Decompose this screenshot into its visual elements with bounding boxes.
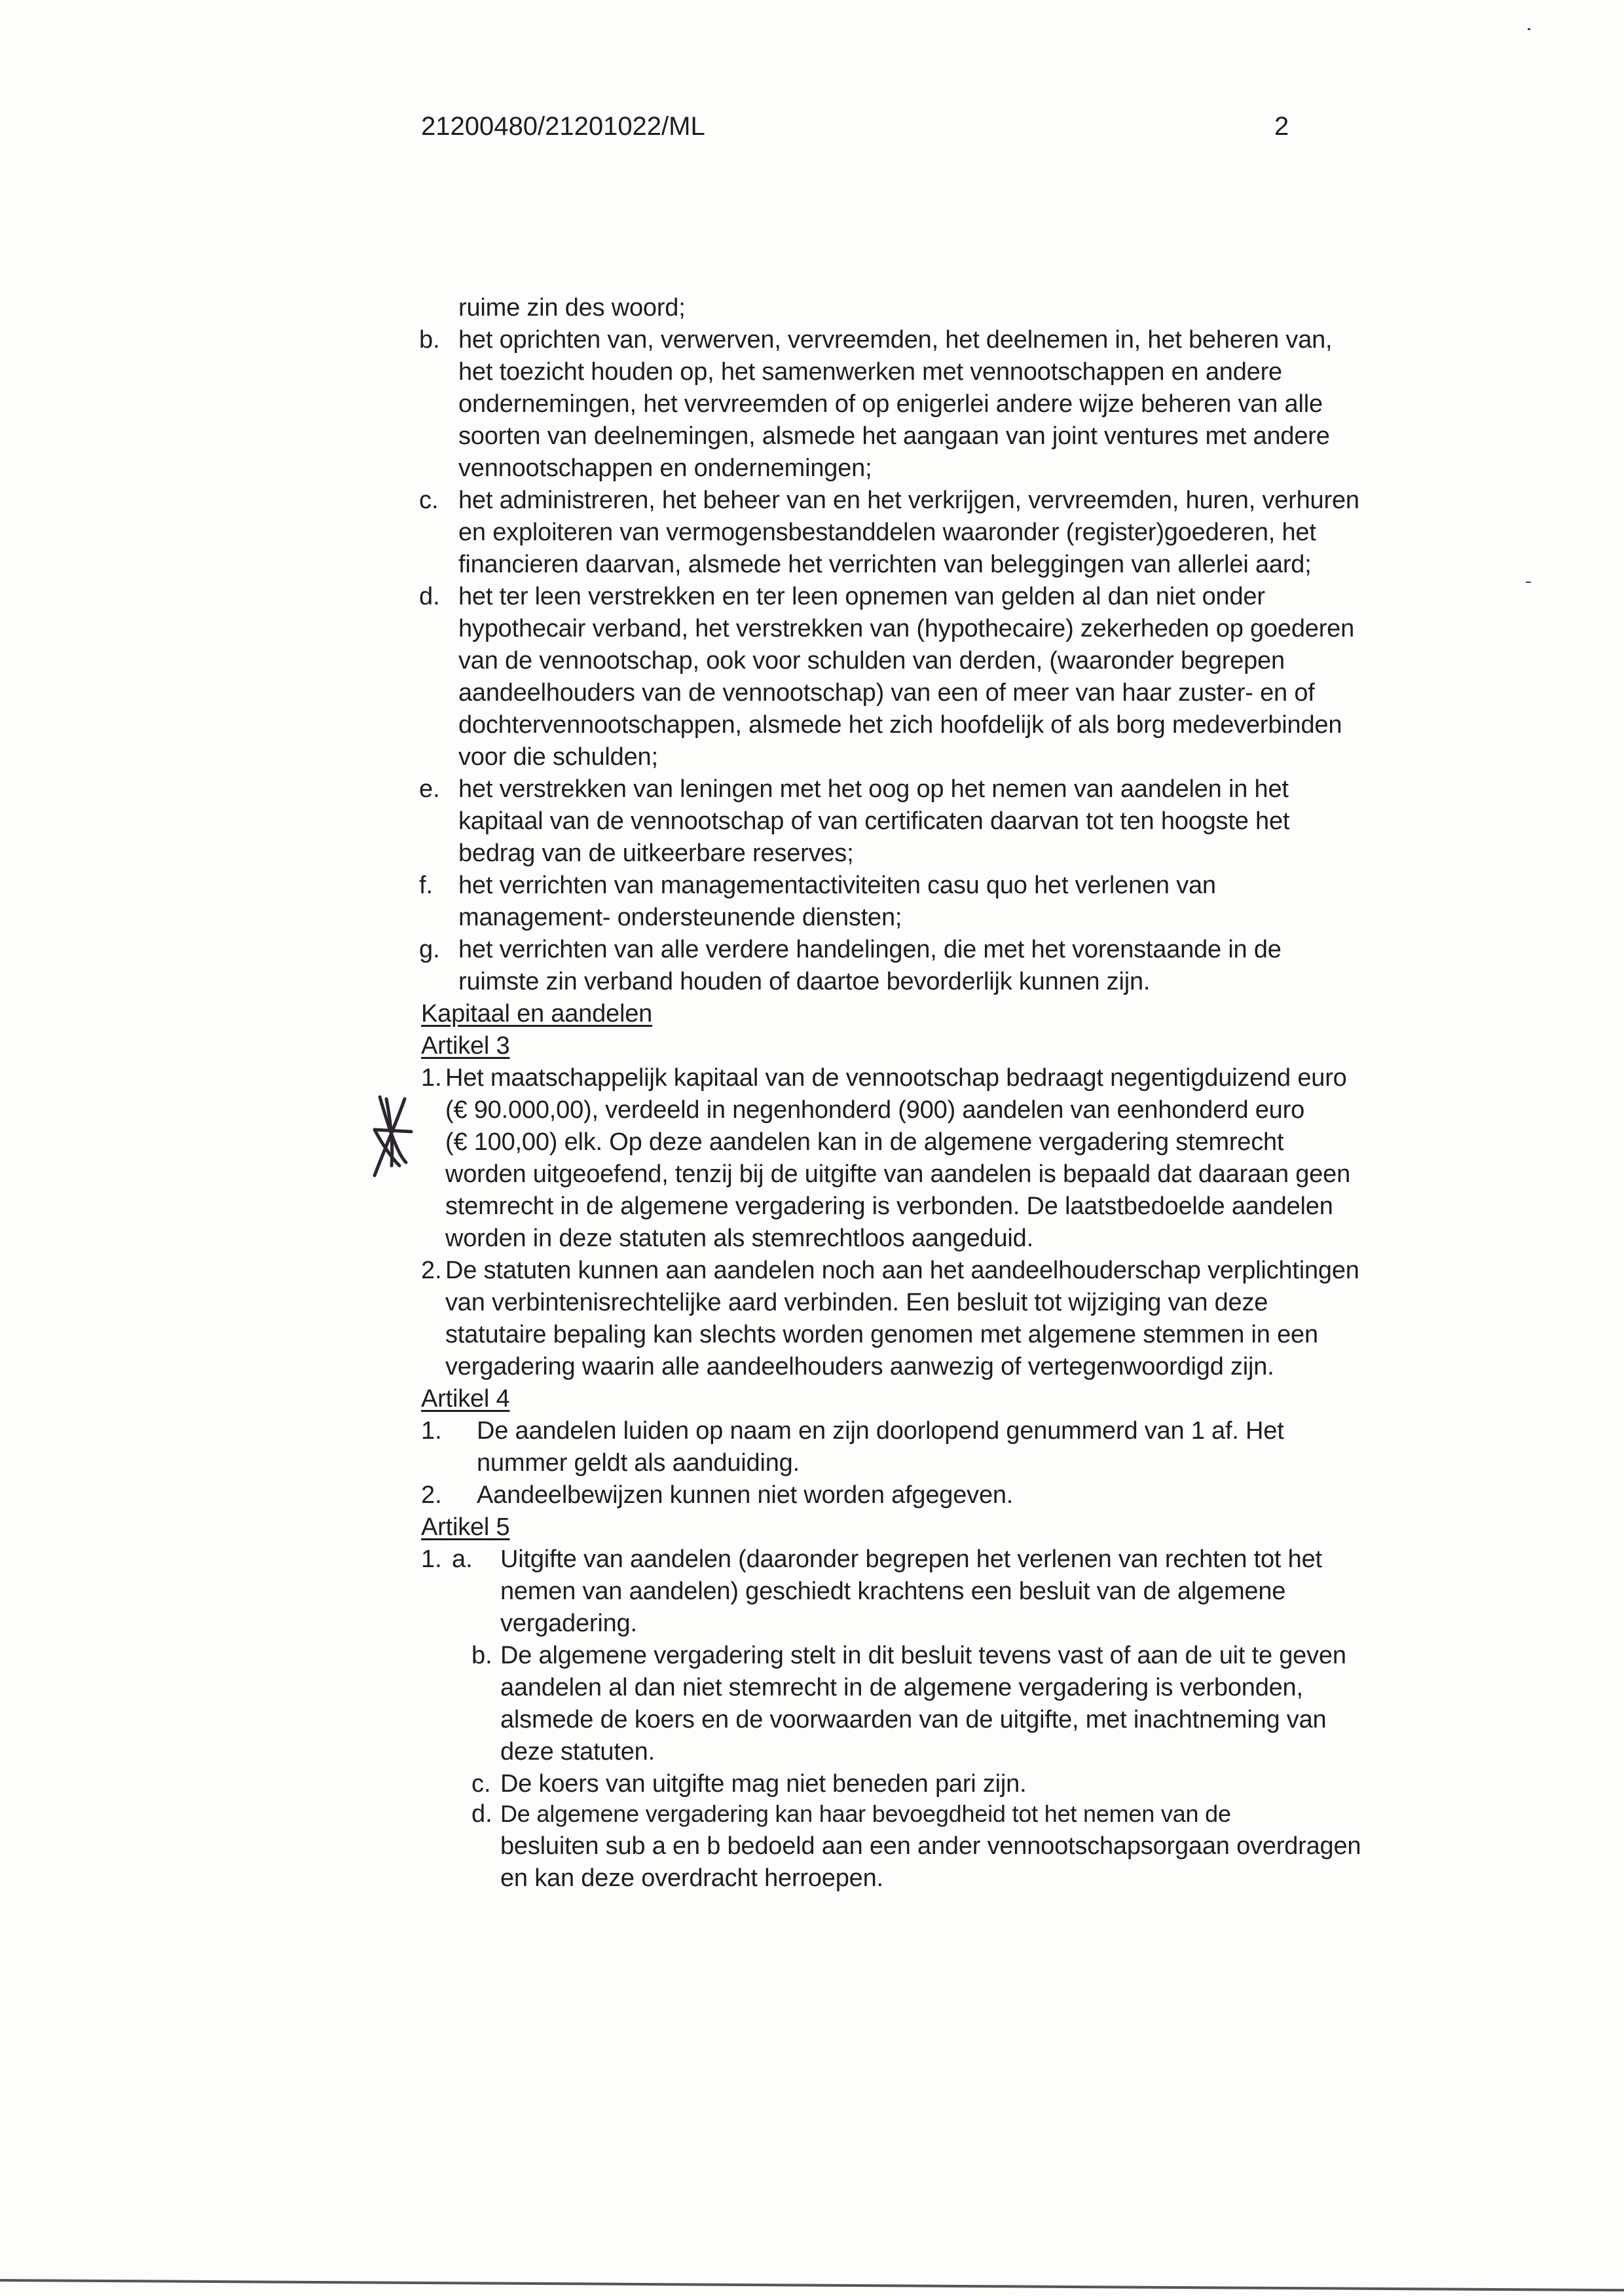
- item-line: nummer geldt als aanduiding.: [477, 1449, 800, 1477]
- item-line: en exploiteren van vermogensbestanddelen waaronder (register)goederen, het: [458, 519, 1316, 546]
- item-line: besluiten sub a en b bedoeld aan een ander vennootschapsorgaan overdragen: [500, 1832, 1361, 1860]
- item-line: Het maatschappelijk kapitaal van de vennootschap bedraagt negentigduizend euro: [445, 1064, 1347, 1092]
- item-line: dochtervennootschappen, alsmede het zich hoofdelijk of als borg medeverbinden: [458, 711, 1342, 739]
- item-line: het administreren, het beheer van en het verkrijgen, vervreemden, huren, verhuren: [458, 487, 1359, 514]
- item-line: De algemene vergadering stelt in dit besluit tevens vast of aan de uit te geven: [500, 1642, 1346, 1669]
- item-line: het toezicht houden op, het samenwerken met vennootschappen en andere: [458, 358, 1282, 386]
- item-line: het verrichten van managementactiviteiten casu quo het verlenen van: [458, 872, 1216, 899]
- item-line: De aandelen luiden op naam en zijn doorlopend genummerd van 1 af. Het: [477, 1417, 1284, 1445]
- item-line: De algemene vergadering kan haar bevoegdheid tot het nemen van de: [500, 1800, 1231, 1827]
- item-line: het oprichten van, verwerven, vervreemden, het deelnemen in, het beheren van,: [458, 326, 1333, 354]
- item-label: 2.: [421, 1257, 442, 1284]
- page-number: 2: [1274, 112, 1289, 141]
- item-line: het verrichten van alle verdere handelingen, die met het vorenstaande in de: [458, 936, 1282, 963]
- item-line: van verbintenisrechtelijke aard verbinden. Een besluit tot wijziging van deze: [445, 1289, 1268, 1316]
- item-label: c.: [471, 1770, 491, 1798]
- item-line: bedrag van de uitkeerbare reserves;: [458, 840, 854, 867]
- item-line: stemrecht in de algemene vergadering is verbonden. De laatstbedoelde aandelen: [445, 1193, 1333, 1220]
- item-line: alsmede de koers en de voorwaarden van de uitgifte, met inachtneming van: [500, 1706, 1327, 1733]
- item-line: vergadering waarin alle aandeelhouders aanwezig of vertegenwoordigd zijn.: [445, 1353, 1274, 1380]
- item-line: ondernemingen, het vervreemden of op enigerlei andere wijze beheren van alle: [458, 390, 1323, 418]
- item-line: Uitgifte van aandelen (daaronder begrepen het verlenen van rechten tot het: [500, 1546, 1322, 1573]
- item-line: nemen van aandelen) geschiedt krachtens een besluit van de algemene: [500, 1578, 1286, 1605]
- item-line: (€ 90.000,00), verdeeld in negenhonderd (900) aandelen van eenhonderd euro: [445, 1096, 1305, 1124]
- item-label: 1.: [421, 1064, 442, 1092]
- scan-speck: [1528, 28, 1530, 30]
- item-line: vergadering.: [500, 1610, 637, 1637]
- item-label: 1.: [421, 1417, 442, 1445]
- item-line: van de vennootschap, ook voor schulden van derden, (waaronder begrepen: [458, 647, 1285, 675]
- item-line: vennootschappen en ondernemingen;: [458, 454, 872, 482]
- item-label: 2.: [421, 1481, 442, 1509]
- handwritten-initials-icon: [367, 1094, 419, 1185]
- item-line: voor die schulden;: [458, 743, 658, 771]
- scan-edge-line: [0, 2279, 1624, 2291]
- item-label: f.: [419, 872, 434, 899]
- item-line: ruimste zin verband houden of daartoe bevorderlijk kunnen zijn.: [458, 968, 1151, 995]
- item-line: en kan deze overdracht herroepen.: [500, 1864, 883, 1892]
- item-line: worden in deze statuten als stemrechtloos aangeduid.: [445, 1225, 1033, 1252]
- article-title: Artikel 3: [421, 1032, 510, 1060]
- paragraph-line: ruime zin des woord;: [458, 294, 686, 322]
- item-label: b.: [419, 326, 440, 354]
- scan-speck: [1526, 582, 1531, 583]
- item-label: a.: [452, 1546, 473, 1573]
- item-label: d.: [419, 583, 440, 610]
- item-line: worden uitgeoefend, tenzij bij de uitgifte van aandelen is bepaald dat daaraan geen: [445, 1160, 1351, 1188]
- item-line: kapitaal van de vennootschap of van certificaten daarvan tot ten hoogste het: [458, 807, 1290, 835]
- item-line: De koers van uitgifte mag niet beneden pari zijn.: [500, 1770, 1027, 1798]
- item-line: aandelen al dan niet stemrecht in de algemene vergadering is verbonden,: [500, 1674, 1303, 1701]
- item-line: deze statuten.: [500, 1738, 655, 1766]
- article-title: Artikel 5: [421, 1513, 510, 1541]
- item-line: financieren daarvan, alsmede het verrichten van beleggingen van allerlei aard;: [458, 551, 1312, 578]
- item-line: soorten van deelnemingen, alsmede het aangaan van joint ventures met andere: [458, 422, 1330, 450]
- item-line: hypothecair verband, het verstrekken van (hypothecaire) zekerheden op goederen: [458, 615, 1355, 642]
- document-reference: 21200480/21201022/ML: [421, 112, 705, 141]
- item-label: g.: [419, 936, 440, 963]
- article-title: Artikel 4: [421, 1385, 510, 1413]
- item-label: c.: [419, 487, 439, 514]
- item-line: De statuten kunnen aan aandelen noch aan het aandeelhouderschap verplichtingen: [445, 1257, 1359, 1284]
- section-heading: Kapitaal en aandelen: [421, 1000, 653, 1028]
- item-line: aandeelhouders van de vennootschap) van een of meer van haar zuster- en of: [458, 679, 1315, 707]
- item-line: het ter leen verstrekken en ter leen opnemen van gelden al dan niet onder: [458, 583, 1265, 610]
- item-label: b.: [471, 1642, 492, 1669]
- article5-number: 1.: [421, 1546, 442, 1573]
- item-line: het verstrekken van leningen met het oog op het nemen van aandelen in het: [458, 775, 1289, 803]
- item-line: statutaire bepaling kan slechts worden genomen met algemene stemmen in een: [445, 1321, 1318, 1348]
- item-line: Aandeelbewijzen kunnen niet worden afgegeven.: [477, 1481, 1014, 1509]
- item-line: (€ 100,00) elk. Op deze aandelen kan in de algemene vergadering stemrecht: [445, 1128, 1284, 1156]
- item-label: d.: [471, 1800, 492, 1828]
- item-line: management- ondersteunende diensten;: [458, 904, 902, 931]
- item-label: e.: [419, 775, 440, 803]
